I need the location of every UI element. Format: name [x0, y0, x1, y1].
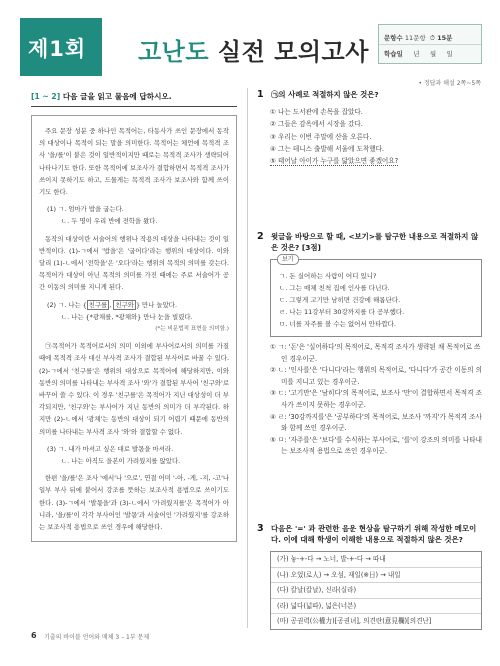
question-1-text: ㉠의 사례로 적절하지 않은 것은?	[271, 90, 379, 99]
memo-row-ma: (마) 공권력(公權力)[공권녀], 의견란(意見欄)[의견난]	[277, 617, 432, 625]
example-3-b: ㄴ. 나는 아직도 을본이 가려웠지를 않았다.	[61, 457, 181, 466]
boxed-word-2: 친구와	[115, 300, 134, 309]
example-2-a: (2) ㄱ. 나는 { 친구를 , 친구와 } 만나 놀았다.	[47, 300, 177, 309]
question-2-options	[270, 342, 482, 458]
memo-row-na: (나) 오었(로人) → 오섬, 재일(※日) → 내일	[271, 568, 481, 584]
footer-book-title: 기출의 바이블 언어와 매체 3 – 1부 문제	[44, 634, 150, 641]
option-2[interactable]: ② ㄴ: '인사를'은 '다니다'라는 행위의 목적어로, '다니다'가 공간 이동의 의미를 지니고 있는 경우이군.	[270, 366, 482, 386]
memo-row-ga: (가) 놓-+-다 → 노너, 발-+-다 → 따내	[271, 552, 481, 568]
bogi-line-1: ㄱ. 돈 실어하는 사람이 어디 있니?	[279, 272, 377, 280]
bogi-line-5: ㅁ. 너를 자주를 볼 수는 없어서 안타깝다.	[279, 320, 396, 328]
example-1	[39, 203, 229, 227]
question-3	[257, 523, 482, 630]
example-2-a-suffix: 만나 놀았다.	[140, 300, 177, 309]
passage-instruction	[31, 89, 237, 107]
year-label: 년	[413, 50, 420, 58]
title-highlight: 고난도	[138, 38, 210, 66]
question-2-text: 윗글을 바탕으로 할 때, <보기>를 탐구한 내용으로 적절하지 않은 것은? [3점]	[271, 232, 479, 252]
example-2-b: ㄴ. 나는 {*광채를, *광채와} 만나 눈을 빌렸다.	[61, 312, 193, 321]
option-5-text: ⑤ 태어날 아이가 누구를 닮았으면 좋겠어요?	[270, 157, 399, 166]
left-column	[31, 89, 237, 542]
example-3-a: (3) ㄱ. 내가 마셔고 싶은 대로 발몫을 마셔라.	[47, 444, 174, 453]
question-2-number: 2	[257, 231, 264, 242]
title-rest: 실전 모의고사	[209, 38, 369, 66]
bogi-line-2: ㄴ. 그는 매체 친척 집에 인사를 다닌다.	[279, 284, 390, 292]
bogi-box	[270, 256, 482, 337]
example-2-a-comma: ,	[109, 300, 112, 309]
study-date-row	[384, 49, 453, 58]
memo-row-da: (다) 칼날(칼날), 신라(실라)	[271, 583, 481, 599]
example-1-a: (1) ㄱ. 엄마가 밥을 굽는다.	[47, 205, 124, 214]
page-header	[20, 18, 482, 76]
question-1	[257, 89, 482, 167]
question-2	[257, 231, 482, 458]
info-divider	[379, 44, 481, 45]
example-2-caption: (*는 비문법적 표현을 의미함.)	[155, 326, 229, 333]
example-3	[39, 443, 229, 467]
option-2[interactable]: ② 그들은 감옥에서 시장을 갔다.	[270, 120, 363, 129]
question-count-value: 11문항	[404, 34, 426, 42]
passage-paragraph-4: 한편 '을/를'은 조사 '에서'나 '으로', 연결 어미 '-아, -게, -지, -고'나 일부 부사 뒤에 붙어서 강조를 뜻하는 보조사적 용법으로 쓰이기도 한다. (3)-ㄱ에서 '발몫을'과 (3)-ㄴ에서 '가려웠지를'은 목적어가 아니라, '을/를'이 각각 부사어인 '발몫'과 서술어인 '가려웠지'를 강조하는 보조사적 용법으로 쓰인 경우에 해당한다.	[39, 474, 229, 532]
page-title	[138, 32, 369, 67]
boxed-word-1: 친구를	[88, 300, 108, 309]
option-5[interactable]	[270, 155, 482, 167]
question-1-number: 1	[257, 89, 264, 100]
option-1[interactable]: ① ㄱ: '돈'은 '실어하다'의 목적어로, 목적격 조사가 생략된 채 목적어로 쓰인 경우이군.	[270, 343, 481, 363]
month-label: 월	[429, 50, 437, 58]
timer-icon: ⏱	[429, 34, 435, 42]
question-count-row	[384, 33, 452, 43]
question-1-options	[270, 106, 482, 167]
round-badge	[20, 18, 102, 76]
option-3[interactable]: ③ 우리는 이번 주말에 산을 오른다.	[270, 132, 372, 141]
option-3[interactable]: ③ ㄷ: '고기만'은 '남히다'의 목적어로, 보조사 '만'이 결합하면서 목적격 조사가 쓰이지 못하는 경우이군.	[270, 389, 482, 409]
bogi-tag: 보기	[277, 254, 299, 265]
memo-table	[270, 551, 482, 630]
round-label: 제1회	[28, 37, 87, 61]
example-1-b: ㄴ. 두 명이 우리 반에 전학을 왔다.	[61, 217, 158, 226]
option-4[interactable]: ④ ㄹ: '30강까지를'은 '공부하다'의 목적어로, 보조사 '까지'가 목적격 조사와 함께 쓰인 경우이군.	[270, 412, 482, 433]
instruction-range: [1 ~ 2]	[31, 92, 61, 101]
option-1[interactable]: ① 나는 도서관에 손목을 잡았다.	[270, 108, 363, 116]
reading-passage	[31, 115, 237, 542]
question-count-label: 문항수	[384, 34, 403, 42]
question-3-text: 다음은 '=' 과 관련한 음운 현상을 탐구하기 위해 작성한 메모이다. 이에 대해 학생이 이해한 내용으로 적절하지 않은 것은?	[271, 524, 477, 544]
passage-paragraph-1: 주요 문장 성분 중 하나인 목적어는, 타동사가 쓰인 문장에서 동작의 대상이나 목적이 되는 말을 의미한다. 목적어는 체언에 목적격 조사 '을/를'이 붙은 것이 일반적이지만 때로는 목적격 조사가 생략되어 나타나기도 한다. 또한 목적어에 보조사가 결합하면서 목적격 조사가 쓰이지 못하기도 하고, 드물게는 목적격 조사가 보조사와 함께 쓰이기도 한다.	[39, 127, 229, 197]
memo-row-ra: (라) 넓다(넓따), 넓은(너븐)	[271, 599, 481, 615]
bogi-line-3: ㄷ. 그렇게 고기만 남히면 건강에 해롭단다.	[279, 296, 401, 304]
bogi-line-4: ㄹ. 나는 11강부터 30강까지를 다 공부했다.	[279, 308, 405, 316]
instruction-text: 다음 글을 읽고 물음에 답하시오.	[60, 92, 172, 101]
page-footer	[31, 631, 482, 645]
study-date-label: 학습일	[384, 50, 403, 58]
passage-paragraph-3: ㉠목적어가 목적어로서의 의미 이외에 부사어로서의 의미를 가질 때에 목적격 조사 대신 부사격 조사가 결합된 부사어로 바꿀 수 있다. (2)-ㄱ에서 '친구를'은 행위의 대상으로 목적어에 해당하지만, 이와 동반의 의미를 나타내는 부사격 조사 '와'가 결합된 부사어 '친구와'로 바꾸어 쓸 수 있다. 이 경우 '친구를'은 목적어가 지닌 대상성이 더 부각되지만, '친구와'는 부사어가 지닌 동반의 의미가 더 부각된다. 하지만 (2)-ㄴ에서 '광채'는 동반의 대상이 되기 어렵기 때문에 동반의 의미를 나타내는 부사격 조사 '와'와 결합할 수 없다.	[39, 342, 229, 436]
example-2-a-prefix: (2) ㄱ. 나는	[47, 300, 81, 309]
day-label: 일	[446, 50, 453, 58]
option-4[interactable]: ④ 그는 테니스 출발해 서울에 도착했다.	[270, 144, 385, 153]
page-number: 6	[31, 631, 37, 640]
time-value: 15분	[437, 34, 453, 42]
question-3-number: 3	[257, 523, 264, 534]
option-5[interactable]: ⑤ ㅁ: '자주를'은 '보다'를 수식하는 부사어로, '를'이 강조의 의미를 나타내는 보조사적 용법으로 쓰인 경우이군.	[270, 435, 482, 456]
column-divider	[247, 88, 248, 628]
passage-paragraph-2: 동작의 대상이란 서술어의 행위나 작용의 대상을 나타내는 것이 일반적이다. (1)-ㄱ에서 '밥을'은 '굽어다'라는 행위의 대상이다. 이와 달리 (1)-ㄴ에서 '전학을'은 '오다'라는 행위의 목적의 의미를 갖는다. 목적어가 대상이 아닌 목적의 의미를 가진 때에는 주로 서술어가 공간 이동의 의미를 지니게 된다.	[39, 234, 229, 292]
answer-note: • 정답과 해설 2쪽~5쪽	[418, 80, 481, 87]
example-2	[39, 299, 229, 336]
study-info-box	[378, 24, 482, 64]
